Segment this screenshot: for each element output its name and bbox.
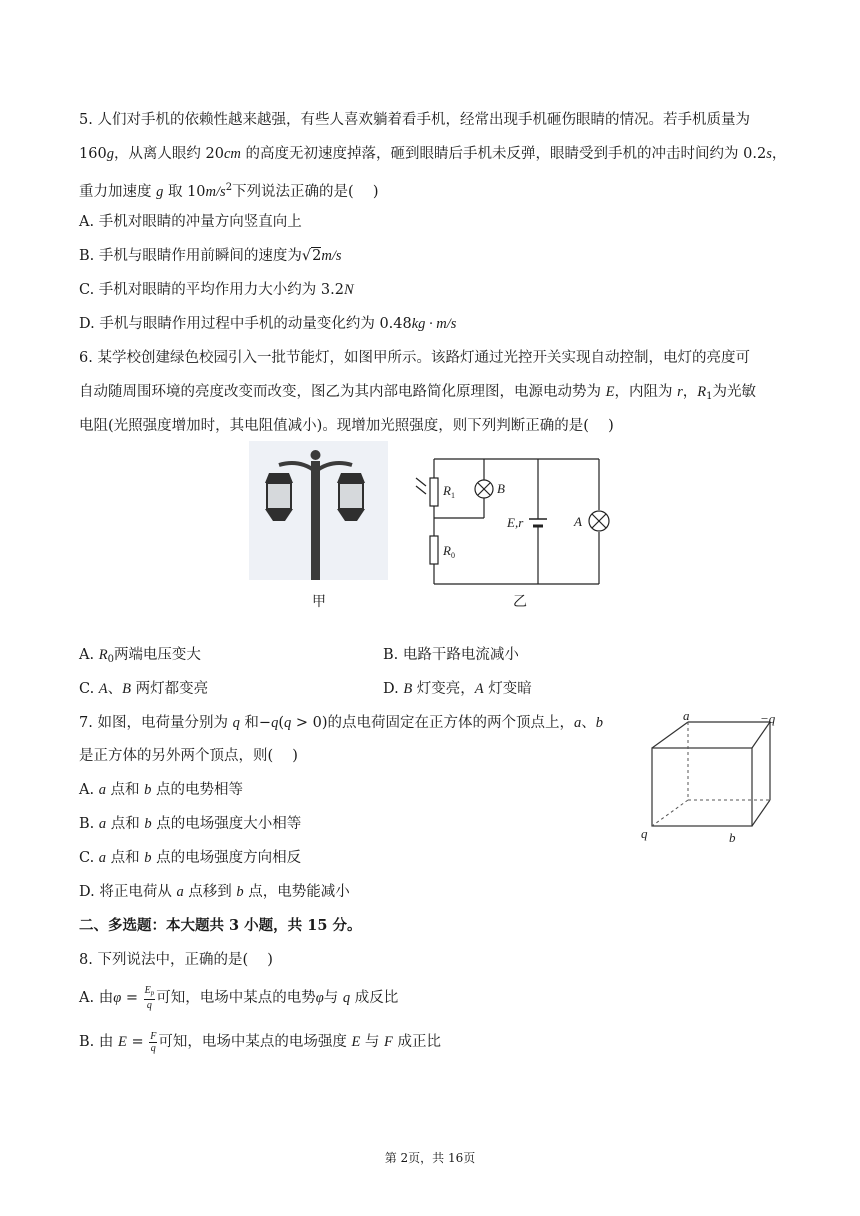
q7-option-b: B. a 点和 b 点的电场强度大小相等 <box>79 816 302 832</box>
q7-option-a: A. a 点和 b 点的电势相等 <box>79 782 244 798</box>
q8-stem: 8. 下列说法中，正确的是( ) <box>79 952 273 968</box>
q6-stem-line3: 电阻(光照强度增加时，其电阻值减小)。现增加光照强度，则下列判断正确的是( ) <box>79 418 614 434</box>
q7-option-c: C. a 点和 b 点的电场强度方向相反 <box>79 850 302 866</box>
cube-label-q: q <box>641 826 648 841</box>
label-b: B <box>497 481 505 496</box>
lamp-b-icon <box>475 480 493 498</box>
q8-option-b: B. 由 E = $\frac{F}{q}$ 可知，电场中某点的电场强度 E 与 F 成正比 <box>79 1030 441 1054</box>
fraction: $\frac{E_p}{q}$ <box>144 985 155 1011</box>
q5-option-b: B. 手机与眼睛作用前瞬间的速度为√2m/s <box>79 248 342 264</box>
cube-diagram <box>636 708 786 850</box>
label-a: A <box>574 514 582 529</box>
q5-stem-line2: 160g，从离人眼约 20cm 的高度无初速度掉落，砸到眼睛后手机未反弹，眼睛受到手机的冲击时间约为 0.2s， <box>79 146 787 162</box>
q6-option-c: C. A、B 两灯都变亮 <box>79 681 209 697</box>
cube-label-neg-q: −q <box>760 711 776 726</box>
q6-option-d: D. B 灯变亮，A 灯变暗 <box>383 681 532 697</box>
q5-stem-line1: 5. 人们对手机的依赖性越来越强，有些人喜欢躺着看手机，经常出现手机砸伤眼睛的情况。若手机质量为 <box>79 112 750 128</box>
circuit-diagram <box>410 450 610 590</box>
label-er: E,r <box>507 515 524 530</box>
sqrt-symbol: √2 <box>301 248 322 264</box>
figure-b-caption: 乙 <box>513 594 527 610</box>
label-r0: $R_0$ <box>443 543 455 560</box>
q8-option-a: A. 由φ = $\frac{E_p}{q}$ 可知，电场中某点的电势φ与 q 成反比 <box>79 985 399 1011</box>
battery-icon <box>529 519 547 526</box>
q6-stem-line1: 6. 某学校创建绿色校园引入一批节能灯，如图甲所示。该路灯通过光控开关实现自动控制，电灯的亮度可 <box>79 350 750 366</box>
q6-option-a: A. $R_0$两端电压变大 <box>79 647 201 665</box>
fraction: $\frac{F}{q}$ <box>150 1030 157 1054</box>
q6-option-b: B. 电路干路电流减小 <box>383 647 519 663</box>
lamp-a-icon <box>589 511 609 531</box>
cube-label-a: a <box>683 708 690 723</box>
label-r1: $R_1$ <box>443 483 455 500</box>
section-heading: 二、多选题：本大题共 3 小题，共 15 分。 <box>79 917 362 934</box>
figure-a-caption: 甲 <box>312 594 326 610</box>
q7-stem-line1: 7. 如图，电荷量分别为 q 和−q(q > 0)的点电荷固定在正方体的两个顶点上，a、b <box>79 715 603 731</box>
street-lamp-photo <box>249 441 388 580</box>
q6-stem-line2: 自动随周围环境的亮度改变而改变，图乙为其内部电路简化原理图，电源电动势为 E，内阻为 r，$R_1$为光敏 <box>79 384 756 402</box>
q7-stem-line2: 是正方体的另外两个顶点，则( ) <box>79 748 298 764</box>
q5-stem-line3: 重力加速度 g 取 $10m/s^2$下列说法正确的是( ) <box>79 182 379 200</box>
page-footer: 第 2页，共 16页 <box>384 1151 476 1165</box>
q5-option-a: A. 手机对眼睛的冲量方向竖直向上 <box>79 214 302 230</box>
cube-label-b: b <box>729 830 736 845</box>
q5-option-c: C. 手机对眼睛的平均作用力大小约为 3.2N <box>79 282 354 298</box>
q7-option-d: D. 将正电荷从 a 点移到 b 点，电势能减小 <box>79 884 350 900</box>
q5-option-d: D. 手机与眼睛作用过程中手机的动量变化约为 0.48kg · m/s <box>79 316 457 332</box>
